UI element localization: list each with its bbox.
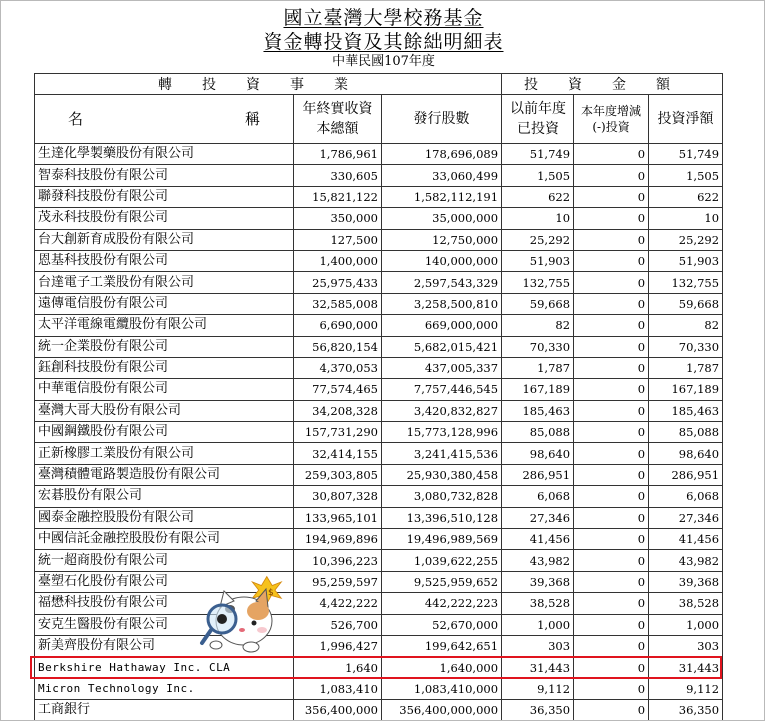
cell-capital: 133,965,101 [294,507,382,528]
group-header-amount: 投資金額 [502,74,723,95]
cell-shares: 3,241,415,536 [382,443,502,464]
cell-shares: 3,420,832,827 [382,400,502,421]
cell-net: 622 [649,186,723,207]
cell-net: 1,000 [649,614,723,635]
cell-change: 0 [574,400,649,421]
cell-prior: 31,443 [502,657,574,678]
cell-prior: 1,505 [502,165,574,186]
cell-shares: 33,060,499 [382,165,502,186]
cell-prior: 39,368 [502,571,574,592]
cell-net: 1,505 [649,165,723,186]
cell-capital: 10,396,223 [294,550,382,571]
cell-change: 0 [574,165,649,186]
cell-capital: 350,000 [294,208,382,229]
table-row [35,229,723,250]
cell-prior: 59,668 [502,293,574,314]
cell-name: 臺灣積體電路製造股份有限公司 [35,464,294,485]
cell-prior: 98,640 [502,443,574,464]
column-header-name [35,95,294,144]
cell-name: 聯發科技股份有限公司 [35,186,294,207]
cell-capital: 356,400,000 [294,700,382,721]
cell-change: 0 [574,186,649,207]
cell-net: 27,346 [649,507,723,528]
cell-net: 51,903 [649,250,723,271]
cell-shares: 5,682,015,421 [382,336,502,357]
cell-net: 286,951 [649,464,723,485]
cell-capital: 77,574,465 [294,379,382,400]
table-row [35,186,723,207]
cell-capital: 56,820,154 [294,336,382,357]
fiscal-year-label: 中華民國107年度 [332,54,435,69]
cell-net: 41,456 [649,529,723,550]
table-row [35,165,723,186]
table-row [35,443,723,464]
cell-capital: 526,700 [294,614,382,635]
cell-name: 智泰科技股份有限公司 [35,165,294,186]
investment-table [34,73,723,721]
cell-name: 太平洋電線電纜股份有限公司 [35,315,294,336]
table-row [35,336,723,357]
table-row [35,614,723,635]
column-header-capital: 年終實收資本總額 [294,95,382,144]
cell-shares: 669,000,000 [382,315,502,336]
table-row [35,678,723,699]
table-row [35,464,723,485]
cell-net: 25,292 [649,229,723,250]
cell-name: 茂永科技股份有限公司 [35,208,294,229]
cell-prior: 36,350 [502,700,574,721]
cell-prior: 38,528 [502,593,574,614]
column-header-name-b: 稱 [244,110,260,128]
cell-shares: 2,597,543,329 [382,272,502,293]
cell-change: 0 [574,486,649,507]
cell-name: 鈺創科技股份有限公司 [35,357,294,378]
table-row [35,357,723,378]
table-row [35,144,723,165]
cell-prior: 51,749 [502,144,574,165]
cell-capital: 330,605 [294,165,382,186]
cell-capital: 1,786,961 [294,144,382,165]
cell-name: 國泰金融控股股份有限公司 [35,507,294,528]
cell-change: 0 [574,422,649,443]
cell-change: 0 [574,250,649,271]
cell-capital: 25,975,433 [294,272,382,293]
table-row [35,486,723,507]
cell-shares: 7,757,446,545 [382,379,502,400]
column-header-prior: 以前年度已投資 [502,95,574,144]
cell-name: 工商銀行 [35,700,294,721]
cell-shares: 1,083,410,000 [382,678,502,699]
cell-name: 生達化學製藥股份有限公司 [35,144,294,165]
cell-prior: 167,189 [502,379,574,400]
column-header-change: 本年度增減(-)投資 [574,95,649,144]
table-row [35,293,723,314]
cell-shares: 356,400,000,000 [382,700,502,721]
cell-change: 0 [574,229,649,250]
table-row [35,529,723,550]
cell-change: 0 [574,443,649,464]
cell-net: 132,755 [649,272,723,293]
cell-capital: 6,690,000 [294,315,382,336]
cell-net: 10 [649,208,723,229]
cell-shares: 9,525,959,652 [382,571,502,592]
cell-net: 6,068 [649,486,723,507]
group-header-investee: 轉投資事業 [35,74,502,95]
cell-change: 0 [574,144,649,165]
cell-net: 43,982 [649,550,723,571]
cell-prior: 1,787 [502,357,574,378]
cell-shares: 35,000,000 [382,208,502,229]
cell-change: 0 [574,315,649,336]
cell-name: 恩基科技股份有限公司 [35,250,294,271]
cell-prior: 10 [502,208,574,229]
cell-prior: 43,982 [502,550,574,571]
cell-change: 0 [574,272,649,293]
cell-prior: 303 [502,635,574,656]
cell-prior: 6,068 [502,486,574,507]
cell-shares: 3,258,500,810 [382,293,502,314]
document-title: 國立臺灣大學校務基金 [283,7,484,29]
cell-prior: 132,755 [502,272,574,293]
cell-prior: 185,463 [502,400,574,421]
cell-change: 0 [574,208,649,229]
cell-capital: 1,996,427 [294,635,382,656]
cell-prior: 622 [502,186,574,207]
cell-capital: 194,969,896 [294,529,382,550]
cell-capital: 259,303,805 [294,464,382,485]
cell-name: 安克生醫股份有限公司 [35,614,294,635]
cell-shares: 12,750,000 [382,229,502,250]
cell-net: 1,787 [649,357,723,378]
cell-capital: 4,370,053 [294,357,382,378]
cell-capital: 1,400,000 [294,250,382,271]
cell-name: 遠傳電信股份有限公司 [35,293,294,314]
cell-net: 303 [649,635,723,656]
cell-shares: 1,582,112,191 [382,186,502,207]
cell-change: 0 [574,529,649,550]
cell-name: 新美齊股份有限公司 [35,635,294,656]
cell-capital: 1,083,410 [294,678,382,699]
cell-prior: 9,112 [502,678,574,699]
cell-name: 臺塑石化股份有限公司 [35,571,294,592]
cell-change: 0 [574,464,649,485]
svg-text:$: $ [268,588,274,598]
cell-change: 0 [574,507,649,528]
cell-prior: 1,000 [502,614,574,635]
cell-shares: 1,640,000 [382,657,502,678]
table-row [35,272,723,293]
cell-capital: 34,208,328 [294,400,382,421]
document-subtitle-title: 資金轉投資及其餘絀明細表 [263,31,504,53]
cell-name: 中國信託金融控股股份有限公司 [35,529,294,550]
cell-shares: 442,222,223 [382,593,502,614]
magnifier-cat-mascot-icon [196,573,291,658]
cell-change: 0 [574,293,649,314]
cell-name: 台大創新育成股份有限公司 [35,229,294,250]
cell-net: 59,668 [649,293,723,314]
cell-name: 宏碁股份有限公司 [35,486,294,507]
cell-prior: 82 [502,315,574,336]
table-row [35,700,723,721]
cell-shares: 437,005,337 [382,357,502,378]
cell-capital: 157,731,290 [294,422,382,443]
table-row [35,507,723,528]
cell-name: 臺灣大哥大股份有限公司 [35,400,294,421]
cell-shares: 19,496,989,569 [382,529,502,550]
table-row [35,208,723,229]
cell-shares: 1,039,622,255 [382,550,502,571]
cell-net: 185,463 [649,400,723,421]
cell-capital: 32,585,008 [294,293,382,314]
cell-capital: 32,414,155 [294,443,382,464]
cell-net: 51,749 [649,144,723,165]
cell-net: 39,368 [649,571,723,592]
cell-change: 0 [574,550,649,571]
cell-shares: 178,696,089 [382,144,502,165]
cell-capital: 15,821,122 [294,186,382,207]
cell-change: 0 [574,700,649,721]
cell-net: 98,640 [649,443,723,464]
table-row [35,550,723,571]
table-body [35,144,723,721]
cell-shares: 15,773,128,996 [382,422,502,443]
table-row [35,379,723,400]
cell-change: 0 [574,379,649,400]
cell-shares: 25,930,380,458 [382,464,502,485]
cell-name: 正新橡膠工業股份有限公司 [35,443,294,464]
cell-change: 0 [574,357,649,378]
cell-prior: 51,903 [502,250,574,271]
cell-name: Micron Technology Inc. [35,678,294,699]
cell-name: 統一超商股份有限公司 [35,550,294,571]
cell-name: 中華電信股份有限公司 [35,379,294,400]
column-header-name-a: 名 [68,110,84,128]
cell-prior: 41,456 [502,529,574,550]
cell-capital: 30,807,328 [294,486,382,507]
column-header-shares: 發行股數 [382,95,502,144]
cell-change: 0 [574,593,649,614]
cell-name: Berkshire Hathaway Inc. CLA [35,657,294,678]
table-row [35,657,723,678]
cell-capital: 95,259,597 [294,571,382,592]
cell-shares: 199,642,651 [382,635,502,656]
cell-prior: 286,951 [502,464,574,485]
cell-shares: 52,670,000 [382,614,502,635]
cell-net: 85,088 [649,422,723,443]
cell-name: 統一企業股份有限公司 [35,336,294,357]
table-row [35,400,723,421]
table-row [35,593,723,614]
cell-prior: 70,330 [502,336,574,357]
cell-prior: 85,088 [502,422,574,443]
table-row [35,571,723,592]
cell-change: 0 [574,614,649,635]
cell-capital: 1,640 [294,657,382,678]
cell-net: 167,189 [649,379,723,400]
table-row [35,250,723,271]
cell-change: 0 [574,336,649,357]
cell-net: 36,350 [649,700,723,721]
cell-net: 38,528 [649,593,723,614]
table-row [35,315,723,336]
cell-net: 9,112 [649,678,723,699]
cell-change: 0 [574,571,649,592]
cell-prior: 25,292 [502,229,574,250]
cell-change: 0 [574,635,649,656]
cell-prior: 27,346 [502,507,574,528]
cell-capital: 4,422,222 [294,593,382,614]
table-row [35,635,723,656]
cell-name: 福懋科技股份有限公司 [35,593,294,614]
cell-shares: 3,080,732,828 [382,486,502,507]
cell-name: 中國鋼鐵股份有限公司 [35,422,294,443]
table-row [35,422,723,443]
cell-shares: 140,000,000 [382,250,502,271]
cell-name: 台達電子工業股份有限公司 [35,272,294,293]
cell-net: 70,330 [649,336,723,357]
cell-net: 82 [649,315,723,336]
cell-capital: 127,500 [294,229,382,250]
cell-change: 0 [574,678,649,699]
column-header-net: 投資淨額 [649,95,723,144]
cell-change: 0 [574,657,649,678]
cell-net: 31,443 [649,657,723,678]
cell-shares: 13,396,510,128 [382,507,502,528]
